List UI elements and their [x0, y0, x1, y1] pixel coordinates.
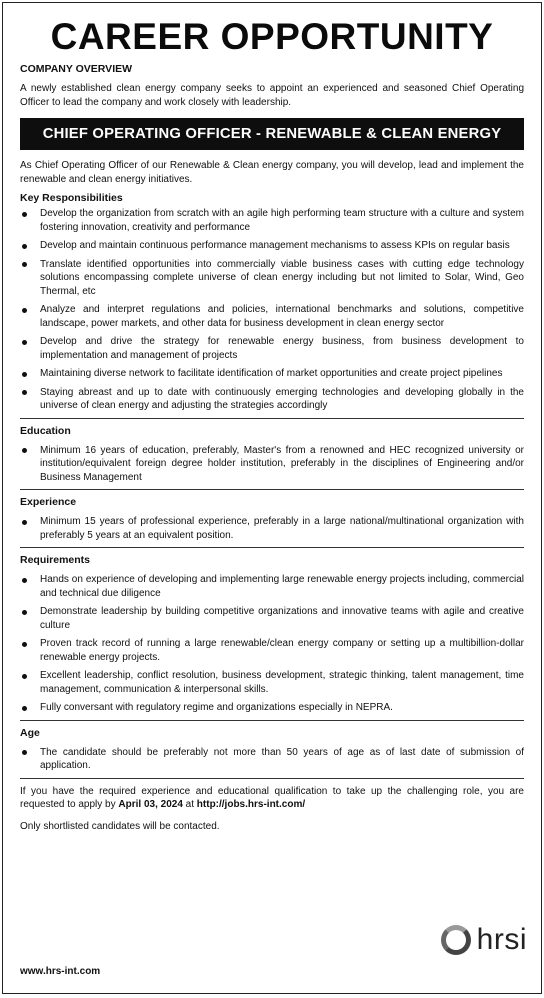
list-item-text: Translate identified opportunities into commercially viable business cases with cutting edge technology solutions encompassing complete universe of clean energy including but not limited to Solar, Wind, Geo Thermal, etc: [40, 258, 524, 297]
divider: [20, 418, 524, 419]
bullet-icon: [22, 372, 27, 377]
list-item: [20, 669, 524, 696]
divider: [20, 489, 524, 490]
education-list: [20, 444, 524, 485]
list-item: [20, 207, 524, 234]
bullet-icon: [22, 750, 27, 755]
divider: [20, 778, 524, 779]
list-item: [20, 303, 524, 330]
divider: [20, 720, 524, 721]
ad-content: [3, 63, 541, 833]
bullet-icon: [22, 244, 27, 249]
experience-list: [20, 515, 524, 542]
requirements-heading: Requirements: [20, 554, 91, 566]
list-item-text: Minimum 15 years of professional experience, preferably in a large national/multinational organization with preferably 5 years at an equivalent position.: [40, 516, 524, 541]
list-item: [20, 386, 524, 413]
list-item-text: Hands on experience of developing and implementing large renewable energy projects including, commercial and technical due diligence: [40, 574, 524, 599]
list-item-text: Minimum 16 years of education, preferably, Master's from a renowned and HEC recognized university or institution/equivalent foreign degree holder institution, preferably in the disciplines of Engineering and/or Business Management: [40, 444, 524, 483]
bullet-icon: [22, 448, 27, 453]
requirements-list: [20, 573, 524, 715]
list-item: [20, 746, 524, 773]
responsibilities-list: [20, 207, 524, 413]
company-overview-heading: COMPANY OVERVIEW: [20, 63, 133, 75]
age-heading: Age: [20, 726, 40, 739]
list-item: [20, 444, 524, 485]
list-item: [20, 605, 524, 632]
list-item-text: Fully conversant with regulatory regime and organizations especially in NEPRA.: [40, 702, 393, 713]
list-item: [20, 701, 524, 715]
bullet-icon: [22, 578, 27, 583]
role-intro: As Chief Operating Officer of our Renewable & Clean energy company, you will develop, lead and implement the renewable and clean energy initiatives.: [20, 160, 524, 185]
page-title: CAREER OPPORTUNITY: [50, 16, 494, 57]
list-item-text: Develop and maintain continuous performance management mechanisms to assess KPIs on regular basis: [40, 240, 510, 251]
list-item-text: Develop and drive the strategy for renewable energy business, from business development to implementation and management of projects: [40, 336, 524, 361]
list-item: [20, 335, 524, 362]
bullet-icon: [22, 212, 27, 217]
list-item: [20, 515, 524, 542]
list-item: [20, 239, 524, 253]
list-item-text: Demonstrate leadership by building competitive organizations and innovative teams with agile and creative culture: [40, 606, 524, 631]
apply-deadline: April 03, 2024: [118, 799, 183, 810]
experience-heading: Experience: [20, 496, 77, 508]
bullet-icon: [22, 340, 27, 345]
education-heading: Education: [20, 424, 71, 437]
apply-instructions: [20, 785, 524, 812]
list-item-text: Excellent leadership, conflict resolution, business development, strategic thinking, talent management, time management, communication & interpersonal skills.: [40, 670, 524, 695]
position-banner: CHIEF OPERATING OFFICER - RENEWABLE & CLEAN ENERGY: [20, 118, 524, 150]
list-item-text: Maintaining diverse network to facilitate identification of market opportunities and create project pipelines: [40, 368, 503, 379]
logo-text: hrsi: [476, 923, 527, 956]
list-item-text: The candidate should be preferably not more than 50 years of age as of last date of submission of application.: [40, 746, 524, 771]
divider: [20, 547, 524, 548]
list-item: [20, 367, 524, 381]
company-overview-text: A newly established clean energy company seeks to appoint an experienced and seasoned Chief Operating Officer to lead the company and work closely with leadership.: [20, 83, 524, 108]
bullet-icon: [22, 706, 27, 711]
bullet-icon: [22, 390, 27, 395]
company-logo: [441, 923, 527, 957]
shortlist-note: Only shortlisted candidates will be contacted.: [20, 820, 220, 832]
bullet-icon: [22, 642, 27, 647]
website-link[interactable]: www.hrs-int.com: [20, 966, 101, 977]
job-advertisement: [2, 2, 542, 994]
age-list: [20, 746, 524, 773]
list-item-text: Proven track record of running a large renewable/clean energy company or setting up a multibillion-dollar renewable energy projects.: [40, 638, 524, 663]
bullet-icon: [22, 308, 27, 313]
bullet-icon: [22, 262, 27, 267]
list-item-text: Staying abreast and up to date with continuously emerging technologies and developing globally in the universe of clean energy and adjusting the strategies accordingly: [40, 386, 524, 411]
list-item-text: Analyze and interpret regulations and policies, international benchmarks and solutions, competitive landscape, power markets, and other data for business development in clean energy sector: [40, 304, 524, 329]
list-item-text: Develop the organization from scratch with an agile high performing team structure with a culture and system fostering innovation, creativity and performance: [40, 208, 524, 233]
list-item: [20, 637, 524, 664]
list-item: [20, 258, 524, 299]
bullet-icon: [22, 674, 27, 679]
list-item: [20, 573, 524, 600]
bullet-icon: [22, 610, 27, 615]
apply-link[interactable]: http://jobs.hrs-int.com/: [196, 799, 306, 810]
logo-ring-icon: [441, 925, 471, 955]
bullet-icon: [22, 520, 27, 525]
apply-text-mid: at: [182, 799, 197, 810]
apply-text: If you have the required experience and educational qualification to take up the challenging role, you are requested to apply by: [20, 785, 524, 810]
responsibilities-heading: Key Responsibilities: [20, 192, 123, 204]
